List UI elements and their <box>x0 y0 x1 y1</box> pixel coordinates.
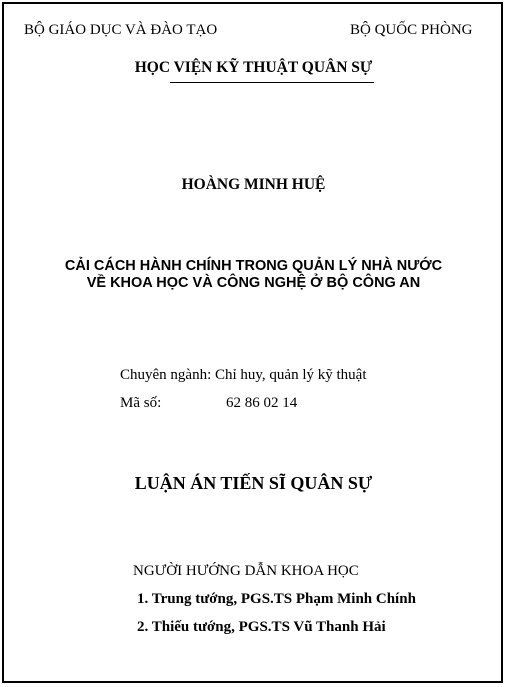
academy-underline <box>170 82 374 83</box>
author-name: HOÀNG MINH HUỆ <box>181 176 326 193</box>
academy-name: HỌC VIỆN KỸ THUẬT QUÂN SỰ <box>134 59 373 76</box>
thesis-title-line-1: CẢI CÁCH HÀNH CHÍNH TRONG QUẢN LÝ NHÀ NƯỚC <box>64 258 443 274</box>
code-label: Mã số: <box>120 395 162 411</box>
thesis-title-line-2: VỀ KHOA HỌC VÀ CÔNG NGHỆ Ở BỘ CÔNG AN <box>86 275 421 291</box>
ministry-defense-label: BỘ QUỐC PHÒNG <box>350 22 473 38</box>
specialization-text: Chuyên ngành: Chỉ huy, quản lý kỹ thuật <box>120 367 367 383</box>
advisors-heading: NGƯỜI HƯỚNG DẪN KHOA HỌC <box>133 563 359 579</box>
advisor-item: 2. Thiếu tướng, PGS.TS Vũ Thanh Hải <box>137 619 386 635</box>
degree-title: LUẬN ÁN TIẾN SĨ QUÂN SỰ <box>134 473 373 493</box>
ministry-education-label: BỘ GIÁO DỤC VÀ ĐÀO TẠO <box>24 22 218 38</box>
code-value: 62 86 02 14 <box>226 395 298 411</box>
page-border <box>2 2 503 683</box>
advisor-item: 1. Trung tướng, PGS.TS Phạm Minh Chính <box>137 591 416 607</box>
